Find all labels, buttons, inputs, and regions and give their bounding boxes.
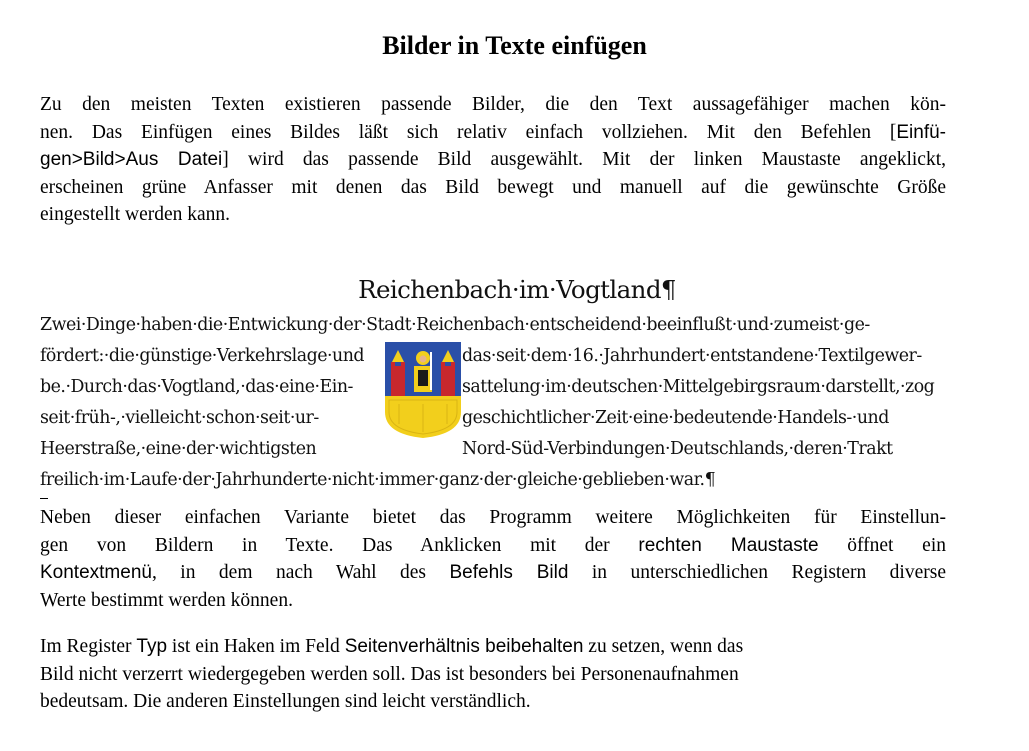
text-line: Kontextmenü, in dem nach Wahl des Befehls Bild in unterschiedlichen Registern diverse <box>40 562 946 583</box>
text-line: Bild nicht verzerrt wiedergegeben werden soll. Das ist besonders bei Personenaufnahmen <box>40 663 739 685</box>
text-line: eingestellt werden kann. <box>40 204 231 225</box>
text-line: gen>Bild>Aus Datei] wird das passende Bild ausgewählt. Mit der linken Maustaste angeklickt, <box>40 149 946 170</box>
example-line: fördert:·die·günstige·Verkehrslage·und <box>40 346 365 366</box>
text-line: Werte bestimmt werden können. <box>40 589 293 611</box>
menu-command-text: gen>Bild>Aus Datei <box>40 149 223 170</box>
coat-of-arms-image[interactable] <box>385 342 461 438</box>
text-line: Neben dieser einfachen Variante bietet das Programm weitere Möglichkeiten für Einstellun- <box>40 507 946 528</box>
mouse-key-text: rechten Maustaste <box>638 534 819 556</box>
command-text: Befehls Bild <box>449 562 569 583</box>
text-line: nen. Das Einfügen eines Bildes läßt sich relativ einfach vollziehen. Mit den Befehlen [Einfü- <box>40 121 946 143</box>
text-line: erscheinen grüne Anfasser mit denen das Bild bewegt und manuell auf die gewünschte Größe <box>40 176 946 198</box>
context-menu-text: Kontextmenü <box>40 562 152 583</box>
text-line: Im Register Typ ist ein Haken im Feld Seitenverhältnis beibehalten zu setzen, wenn das <box>40 636 744 657</box>
example-line: geschichtlicher·Zeit·eine·bedeutende·Handels-·und <box>462 408 889 428</box>
menu-command-text: Einfü- <box>896 121 946 143</box>
field-name-text: Seitenverhältnis beibehalten <box>344 636 584 657</box>
page-title: Bilder in Texte einfügen <box>382 31 647 60</box>
example-line: Heerstraße,·eine·der·wichtigsten <box>40 439 317 459</box>
example-line: seit·früh-,·vielleicht·schon·seit·ur- <box>40 408 319 428</box>
text-line: Zu den meisten Texten existieren passende Bilder, die den Text aussagefähiger machen kön- <box>40 94 946 115</box>
example-line: Zwei·Dinge·haben·die·Entwickung·der·Stadt·Reichenbach·entscheidend·beeinflußt·und·zumeist·ge- <box>40 315 870 335</box>
register-paragraph <box>40 633 946 716</box>
tab-name-text: Typ <box>136 636 168 657</box>
options-paragraph <box>40 504 946 614</box>
example-line: sattelung·im·deutschen·Mittelgebirgsraum·darstellt,·zog <box>462 377 935 397</box>
example-line: das·seit·dem·16.·Jahrhundert·entstandene·Textilgewer- <box>462 346 922 366</box>
example-heading: Reichenbach·im·Vogtland¶ <box>358 275 676 304</box>
example-line: be.·Durch·das·Vogtland,·das·eine·Ein- <box>40 377 353 397</box>
intro-paragraph <box>40 91 946 229</box>
text-cursor-marker <box>40 498 48 499</box>
example-line: Nord-Süd-Verbindungen·Deutschlands,·deren·Trakt <box>462 439 893 459</box>
example-line: freilich·im·Laufe·der·Jahrhunderte·nicht·immer·ganz·der·gleiche·geblieben·war.¶ <box>40 470 716 490</box>
text-line: bedeutsam. Die anderen Einstellungen sind leicht verständlich. <box>40 691 531 712</box>
embedded-document-example <box>40 270 994 500</box>
text-line: gen von Bildern in Texte. Das Anklicken mit der rechten Maustaste öffnet ein <box>40 534 946 556</box>
